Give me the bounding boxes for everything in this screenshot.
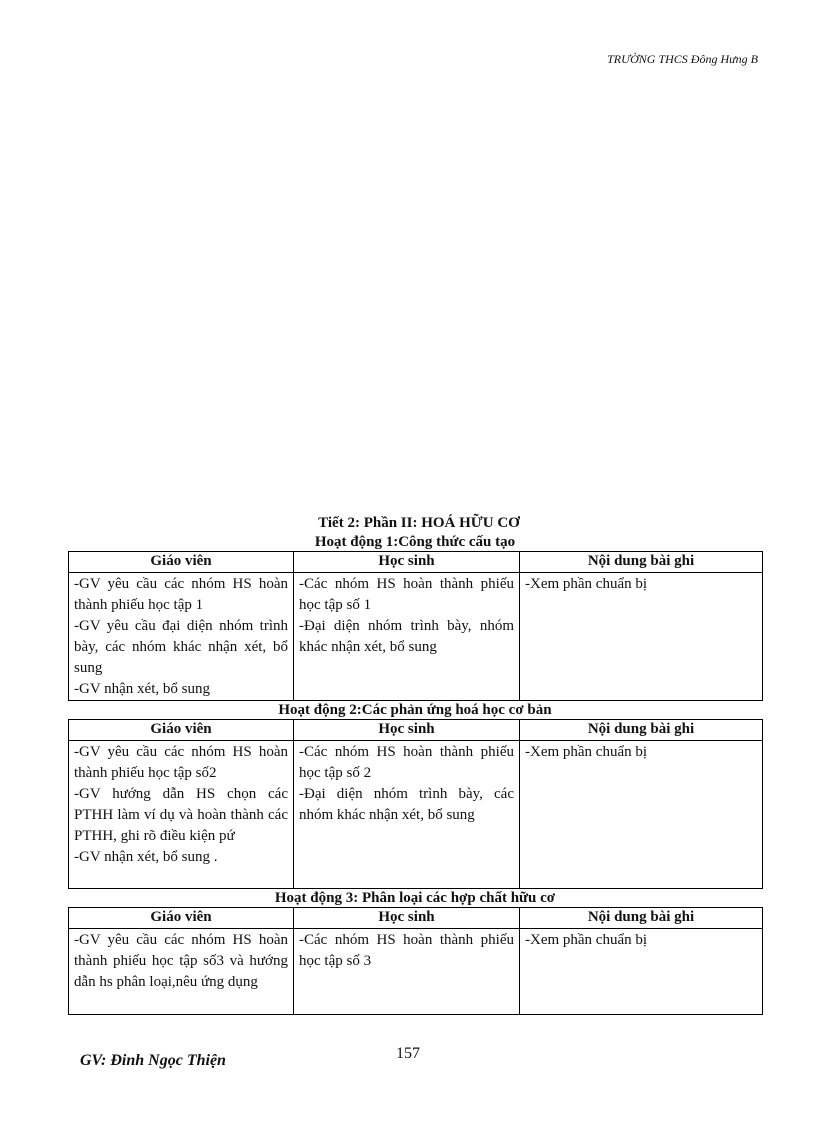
student-step: -Các nhóm HS hoàn thành phiếu học tập số 3 [299,932,514,969]
student-cell [294,573,520,701]
activity-3-table [68,907,763,1015]
activity-2-title: Hoạt động 2:Các phản ứng hoá học cơ bản [278,702,552,718]
student-step: -Các nhóm HS hoàn thành phiếu học tập số 2 [299,744,514,781]
column-header-teacher: Giáo viên [69,720,294,741]
column-header-student: Học sinh [294,908,520,929]
lesson-title: Tiết 2: Phần II: HOÁ HỮU CƠ [318,515,520,531]
activity-3-title: Hoạt động 3: Phân loại các hợp chất hữu cơ [274,890,556,906]
teacher-step: -GV yêu cầu các nhóm HS hoàn thành phiếu học tập số2 [74,744,288,781]
lesson-content [68,513,762,1015]
student-step: -Các nhóm HS hoàn thành phiếu học tập số 1 [299,576,514,613]
column-header-student: Học sinh [294,720,520,741]
column-header-teacher: Giáo viên [69,908,294,929]
column-header-content: Nội dung bài ghi [520,908,763,929]
activity-1-title: Hoạt động 1:Công thức cấu tạo [314,534,516,550]
table-header-row [69,908,763,929]
column-header-content: Nội dung bài ghi [520,720,763,741]
school-header: TRƯỜNG THCS Đông Hưng B [607,52,758,66]
table-row [69,929,763,1015]
author-footer: GV: Đinh Ngọc Thiện [80,1052,226,1069]
teacher-cell [69,929,294,1015]
teacher-step: -GV nhận xét, bổ sung . [74,849,218,865]
student-step: -Đại diện nhóm trình bày, nhóm khác nhận xét, bổ sung [299,618,514,655]
table-header-row [69,720,763,741]
teacher-step: -GV hướng dẫn HS chọn các PTHH làm ví dụ và hoàn thành các PTHH, ghi rõ điều kiện pứ [74,786,288,844]
student-step: -Đại diện nhóm trình bày, các nhóm khác nhận xét, bổ sung [299,786,514,823]
student-cell [294,741,520,889]
content-cell [520,929,763,1015]
teacher-cell [69,573,294,701]
page-number: 157 [396,1045,420,1062]
teacher-step: -GV nhận xét, bổ sung [74,681,210,697]
teacher-step: -GV yêu cầu các nhóm HS hoàn thành phiếu học tập số3 và hướng dẫn hs phân loại,nêu ứng dụng [74,932,288,990]
content-note: -Xem phần chuẩn bị [525,744,648,760]
table-header-row [69,552,763,573]
column-header-content: Nội dung bài ghi [520,552,763,573]
content-note: -Xem phần chuẩn bị [525,932,648,948]
content-note: -Xem phần chuẩn bị [525,576,648,592]
column-header-student: Học sinh [294,552,520,573]
column-header-teacher: Giáo viên [69,552,294,573]
activity-1-table [68,551,763,701]
activity-2-table [68,719,763,889]
table-row [69,573,763,701]
teacher-step: -GV yêu cầu các nhóm HS hoàn thành phiếu học tập 1 [74,576,288,613]
student-cell [294,929,520,1015]
teacher-cell [69,741,294,889]
teacher-step: -GV yêu cầu đại diện nhóm trình bày, các nhóm khác nhận xét, bổ sung [74,618,288,676]
content-cell [520,741,763,889]
table-row [69,741,763,889]
content-cell [520,573,763,701]
